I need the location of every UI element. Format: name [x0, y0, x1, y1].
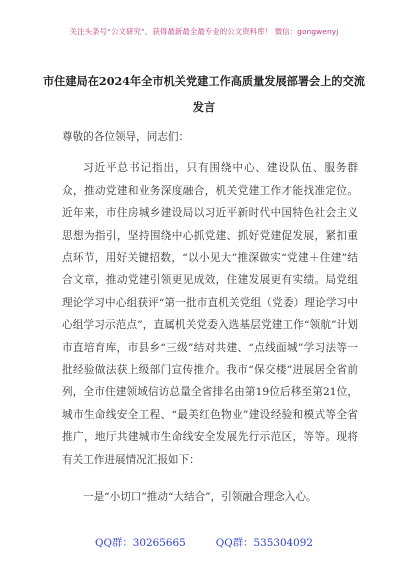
header-banner: 关注头条号“公文研究”，获得最新最全最专业的公文资料库！ 微信：gongwenyj	[69, 27, 339, 36]
body-paragraph: 一是“小切口”推动“大结合”，引领融合理念入心。	[83, 491, 317, 504]
qq-group-1: QQ群：30265665	[94, 537, 186, 549]
document-title: 市住建局在2024年全市机关党建工作高质量发展部署会上的交流发言	[42, 74, 365, 114]
body-paragraph: 习近平总书记指出，只有围绕中心、建设队伍、服务群众，推动党建和业务深度融合，机关党建工作才能找准定位。近年来，市住房城乡建设局以习近平新时代中国特色社会主义思想为指引，坚持围绕中心抓党建、抓好党建促发展，紧扣重点环节，用好关键招数，“以小见大”推深做实“党建＋住建”结合文章，推动党建引领更见成效，住建发展更有实绩。局党组理论学习中心组获评“第一批市直机关党组（党委）理论学习中心组学习示范点”，直属机关党委入选基层党建工作“领航”计划市直培育库，市县乡“三级”结对共建、“点线面城”学习法等一批经验做法获上级部门宣传推介。我市“保交楼”进展居全省前列，全市住建领域信访总量全省排名由第19位后移至第21位，城市生命线安全工程、“最美红色物业”建设经验和模式等全省推广，地厅共建城市生命线安全发展先行示范区，等等。现将有关工作进展情况汇报如下：	[62, 162, 358, 466]
qq-group-2: QQ群：535304092	[215, 537, 314, 549]
document-body	[62, 126, 358, 509]
footer-contact	[0, 534, 408, 549]
salutation: 尊敬的各位领导，同志们：	[62, 131, 190, 143]
